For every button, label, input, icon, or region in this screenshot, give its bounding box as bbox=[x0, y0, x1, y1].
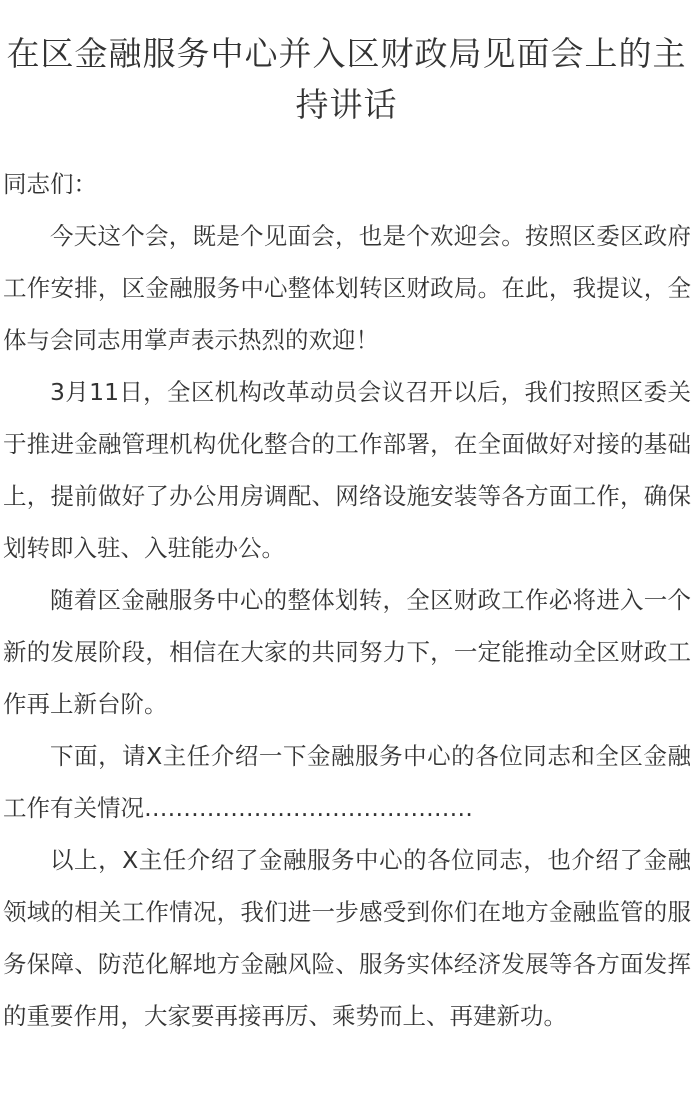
introduction-paragraph: 下面，请X主任介绍一下金融服务中心的各位同志和全区金融工作有关情况…………………………………… bbox=[3, 742, 691, 822]
salutation-paragraph: 同志们： bbox=[3, 170, 97, 198]
closing-paragraph: 以上，X主任介绍了金融服务中心的各位同志，也介绍了金融领域的相关工作情况，我们进一步感受到你们在地方金融监管的服务保障、防范化解地方金融风险、服务实体经济发展等各方面发挥的重要作用，大家要再接再厉、乘势而上、再建新功。 bbox=[3, 846, 691, 1030]
document-body bbox=[3, 158, 691, 1042]
outlook-paragraph: 随着区金融服务中心的整体划转，全区财政工作必将进入一个新的发展阶段，相信在大家的共同努力下，一定能推动全区财政工作再上新台阶。 bbox=[3, 586, 691, 718]
document-title: 在区金融服务中心并入区财政局见面会上的主持讲话 bbox=[6, 34, 687, 124]
welcome-paragraph: 今天这个会，既是个见面会，也是个欢迎会。按照区委区政府工作安排，区金融服务中心整体划转区财政局。在此，我提议，全体与会同志用掌声表示热烈的欢迎！ bbox=[3, 222, 691, 354]
preparation-paragraph: 3月11日，全区机构改革动员会议召开以后，我们按照区委关于推进金融管理机构优化整合的工作部署，在全面做好对接的基础上，提前做好了办公用房调配、网络设施安装等各方面工作，确保划转即入驻、入驻能办公。 bbox=[3, 378, 691, 562]
